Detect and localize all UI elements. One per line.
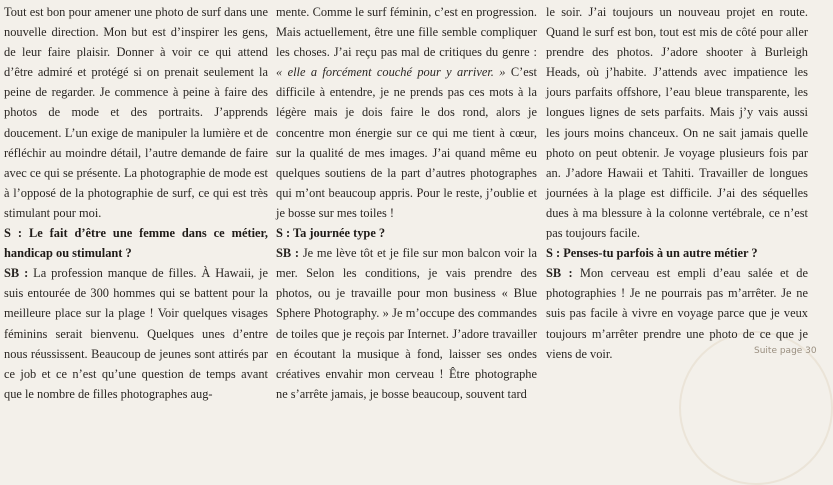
- answer-text: Je me lève tôt et je file sur mon balcon voir la mer. Selon les conditions, je vais prendre des photos, ou je travaille pour mon business « Blue Sphere Photography. » Je m’occupe des commandes de toiles que je reçois par Internet. J’adore travailler en écoutant la musique à fond, laisser ses ondes créatives envahir mon cerveau ! Être photographe ne s’arrête jamais, je bosse beaucoup, souvent tard: [276, 246, 537, 401]
- italic-quote: « elle a forcément couché pour y arriver. »: [276, 65, 506, 80]
- answer-paragraph: [276, 243, 537, 404]
- paragraph-text: mente. Comme le surf féminin, c’est en progression. Mais actuellement, être une fille semble compliquer les choses. J’ai reçu pas mal de critiques du genre :: [276, 5, 537, 60]
- text-column-3: [546, 2, 808, 364]
- question-heading: S : Penses-tu parfois à un autre métier ?: [546, 246, 758, 261]
- question-heading: S : Ta journée type ?: [276, 226, 386, 241]
- paragraph-intro: Tout est bon pour amener une photo de surf dans une nouvelle direction. Mon but est d’inspirer les gens, de leur faire plaisir. Donner à voir ce qui attend d’être admiré et protégé si on prenait seulement la peine de regarder. Je commence à peine à faire des photos de mode et des portraits. J’apprends doucement. L’un exige de manipuler la lumière et de réfléchir au moindre détail, l’autre demande de faire avec ce qui se présente. La photographie de mode est à l’opposé de la photographie de surf, ce qui est très stimulant pour moi.: [4, 5, 268, 220]
- answer-text: Mon cerveau est empli d’eau salée et de photographies ! Je ne pourrais pas m’arrêter. Je ne suis pas facile à vivre en voyage parce que je veux toujours m’arrêter prendre une photo de ce que je viens de voir.: [546, 266, 808, 361]
- continued-on-page-label: Suite page 30: [754, 346, 817, 356]
- text-column-1: [4, 2, 268, 404]
- answer-paragraph: [4, 263, 268, 404]
- answer-lead: SB :: [546, 266, 573, 281]
- answer-lead: SB :: [4, 266, 29, 281]
- question-heading: S : Le fait d’être une femme dans ce métier, handicap ou stimulant ?: [4, 226, 268, 261]
- paragraph-continued: [276, 2, 537, 223]
- answer-text: La profession manque de filles. À Hawaii, je suis entourée de 300 hommes qui se battent pour la meilleure place sur la plage ! Voir quelques visages féminins serait bienvenu. Quelques unes d’entre nous réussissent. Beaucoup de jeunes sont attirés par ce job et ce n’est qu’une question de temps avant que le nombre de filles photographes aug-: [4, 266, 268, 401]
- text-column-2: [276, 2, 537, 404]
- paragraph-text: C’est difficile à entendre, je ne prends pas ces mots à la légère mais je dois faire le dos rond, alors je concentre mon énergie sur ce qui me tient à cœur, sur la qualité de mes images. J’ai quand même eu quelques soutiens de la part d’autres photographes qui m’ont beaucoup appris. Pour le reste, j’oublie et je bosse sur mes toiles !: [276, 65, 537, 220]
- answer-lead: SB :: [276, 246, 300, 261]
- paragraph-continued: le soir. J’ai toujours un nouveau projet en route. Quand le surf est bon, tout est mis de côté pour aller prendre des photos. J’adore shooter à Burleigh Heads, où j’habite. J’attends avec impatience les jours parfaits offshore, l’eau bleue transparente, les longues lignes de sets parfaits. Mais j’y vais aussi les jours moins chanceux. On ne sait jamais quelle photo on peut obtenir. Je voyage plusieurs fois par an. J’adore Hawaii et Tahiti. Travailler de longues journées à la plage est difficile. J’ai des séquelles dues à ma blessure à la colonne vertébrale, ce n’est pas toujours facile.: [546, 5, 808, 241]
